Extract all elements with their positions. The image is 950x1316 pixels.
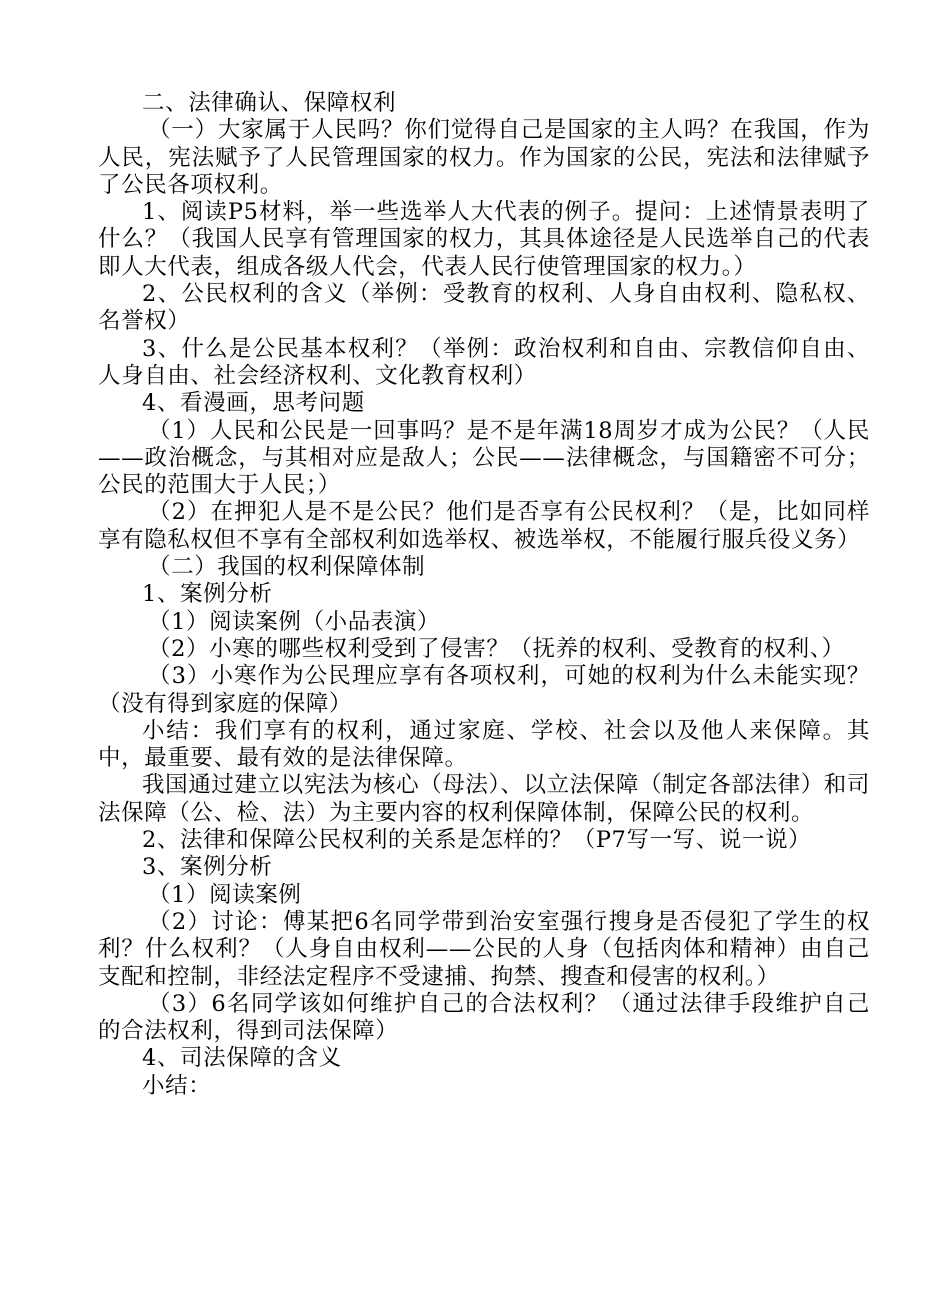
paragraph: 3、什么是公民基本权利？（举例：政治权利和自由、宗教信仰自由、人身自由、社会经济权利、文化教育权利）	[98, 335, 870, 389]
paragraph: 二、法律确认、保障权利	[142, 90, 397, 116]
paragraph: （3）小寒作为公民理应享有各项权利，可她的权利为什么未能实现？（没有得到家庭的保障）	[98, 663, 870, 717]
paragraph: 2、公民权利的含义（举例：受教育的权利、人身自由权利、隐私权、名誉权）	[98, 281, 870, 335]
paragraph: 1、案例分析	[142, 581, 273, 608]
paragraph: 4、看漫画，思考问题	[142, 390, 365, 417]
paragraph: 3、案例分析	[142, 854, 273, 881]
document-body	[98, 90, 870, 1100]
paragraph: （2）在押犯人是不是公民？他们是否享有公民权利？（是，比如同样享有隐私权但不享有全部权利如选举权、被选举权，不能履行服兵役义务）	[98, 499, 870, 553]
paragraph: 4、司法保障的含义	[142, 1045, 342, 1072]
paragraph: （二）我国的权利保障体制	[148, 554, 426, 581]
paragraph: （1）人民和公民是一回事吗？是不是年满18周岁才成为公民？（人民——政治概念，与其相对应是敌人；公民——法律概念，与国籍密不可分；公民的范围大于人民；）	[98, 417, 870, 499]
paragraph: （1）阅读案例（小品表演）	[148, 608, 441, 635]
paragraph: （1）阅读案例	[148, 881, 302, 908]
paragraph: （2）小寒的哪些权利受到了侵害？（抚养的权利、受教育的权利、）	[148, 635, 845, 662]
paragraph: 2、法律和保障公民权利的关系是怎样的？（P7写一写、说一说）	[142, 827, 812, 854]
paragraph: 我国通过建立以宪法为核心（母法）、以立法保障（制定各部法律）和司法保障（公、检、法）为主要内容的权利保障体制，保障公民的权利。	[98, 772, 870, 826]
paragraph: （一）大家属于人民吗？你们觉得自己是国家的主人吗？在我国，作为人民，宪法赋予了人民管理国家的权力。作为国家的公民，宪法和法律赋予了公民各项权利。	[98, 117, 870, 198]
paragraph: 小结：	[142, 1072, 212, 1099]
paragraph: 1、阅读P5材料，举一些选举人大代表的例子。提问：上述情景表明了什么？（我国人民享有管理国家的权力，其具体途径是人民选举自己的代表即人大代表，组成各级人代会，代表人民行使管理国家的权力。）	[98, 199, 870, 280]
paragraph: （2）讨论：傅某把6名同学带到治安室强行搜身是否侵犯了学生的权利？什么权利？（人身自由权利——公民的人身（包括肉体和精神）由自己支配和控制，非经法定程序不受逮捕、拘禁、搜查和侵害的权利。）	[98, 908, 870, 990]
paragraph: （3）6名同学该如何维护自己的合法权利？（通过法律手段维护自己的合法权利，得到司法保障）	[98, 990, 870, 1045]
paragraph: 小结：我们享有的权利，通过家庭、学校、社会以及他人来保障。其中，最重要、最有效的是法律保障。	[98, 717, 870, 772]
